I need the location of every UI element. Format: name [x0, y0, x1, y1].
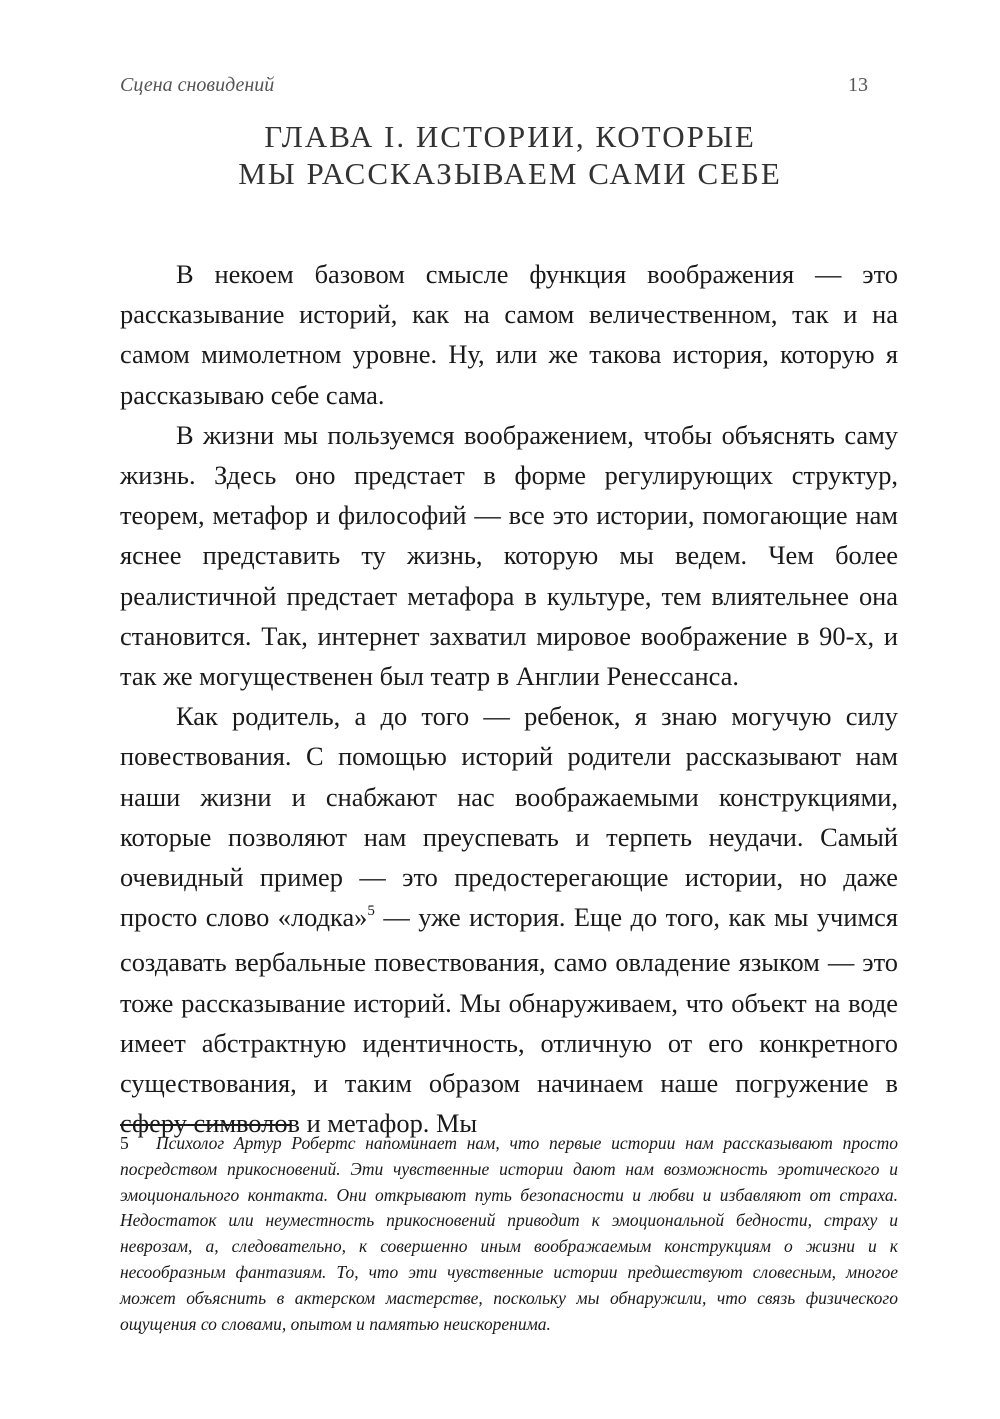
footnote-reference[interactable]: 5	[367, 903, 375, 920]
running-title: Сцена сновидений	[120, 74, 275, 96]
footnote-text: Психолог Артур Робертс напоминает нам, что первые истории нам рассказывают просто посредством прикосновений. Эти чувственные истории дают нам возможность эротического и эмоционального контакта. Они открывают путь безопасности и любви и избавляют от страха. Недостаток или неуместность прикосновений приводит к эмоциональной бедности, страху и неврозам, а, следовательно, к совершенно иным воображаемым конструкциям о жизни и к несообразным фантазиям. То, что эти чувственные истории предшествуют словесным, многое может объяснить в актерском мастерстве, поскольку мы обнаружили, что связь физического ощущения со словами, опытом и памятью неискоренима.	[120, 1133, 898, 1334]
footnote	[120, 1131, 898, 1337]
footnote-number: 5	[120, 1133, 129, 1153]
chapter-title	[120, 118, 900, 192]
footnote-divider	[120, 1124, 292, 1126]
paragraph-2: В жизни мы пользуемся воображением, чтобы объяснять саму жизнь. Здесь оно предстает в форме регулирующих структур, теорем, метафор и философий — все это истории, помогающие нам яснее представить ту жизнь, которую мы ведем. Чем более реалистичной предстает метафора в культуре, тем влиятельнее она становится. Так, интернет захватил мировое воображение в 90-х, и так же могущественен был театр в Англии Ренессанса.	[120, 419, 898, 692]
body-text	[120, 254, 898, 1143]
chapter-title-line-2: МЫ РАССКАЗЫВАЕМ САМИ СЕБЕ	[238, 156, 782, 191]
paragraph-1: В некоем базовом смысле функция воображения — это рассказывание историй, как на самом величественном, так и на самом мимолетном уровне. Ну, или же такова история, которую я рассказываю себе сама.	[120, 259, 898, 410]
page-number: 13	[848, 74, 868, 96]
paragraph-3-before-note: Как родитель, а до того — ребенок, я знаю могучую силу повествования. С помощью историй родители рассказывают нам наши жизни и снабжают нас воображаемыми конструкциями, которые позволяют нам преуспевать и терпеть неудачи. Самый очевидный пример — это предостерегающие истории, но даже просто слово «лодка»	[120, 701, 898, 933]
chapter-title-line-1: ГЛАВА I. ИСТОРИИ, КОТОРЫЕ	[264, 119, 756, 154]
paragraph-3	[120, 696, 898, 1143]
paragraph-3-after-note: — уже история. Еще до того, как мы учимся создавать вербальные повествования, само овладение языком — это тоже рассказывание историй. Мы обнаруживаем, что объект на воде имеет абстрактную идентичность, отличную от его конкретного существования, и таким образом начинаем наше погружение в сферу символов и метафор. Мы	[120, 902, 898, 1139]
